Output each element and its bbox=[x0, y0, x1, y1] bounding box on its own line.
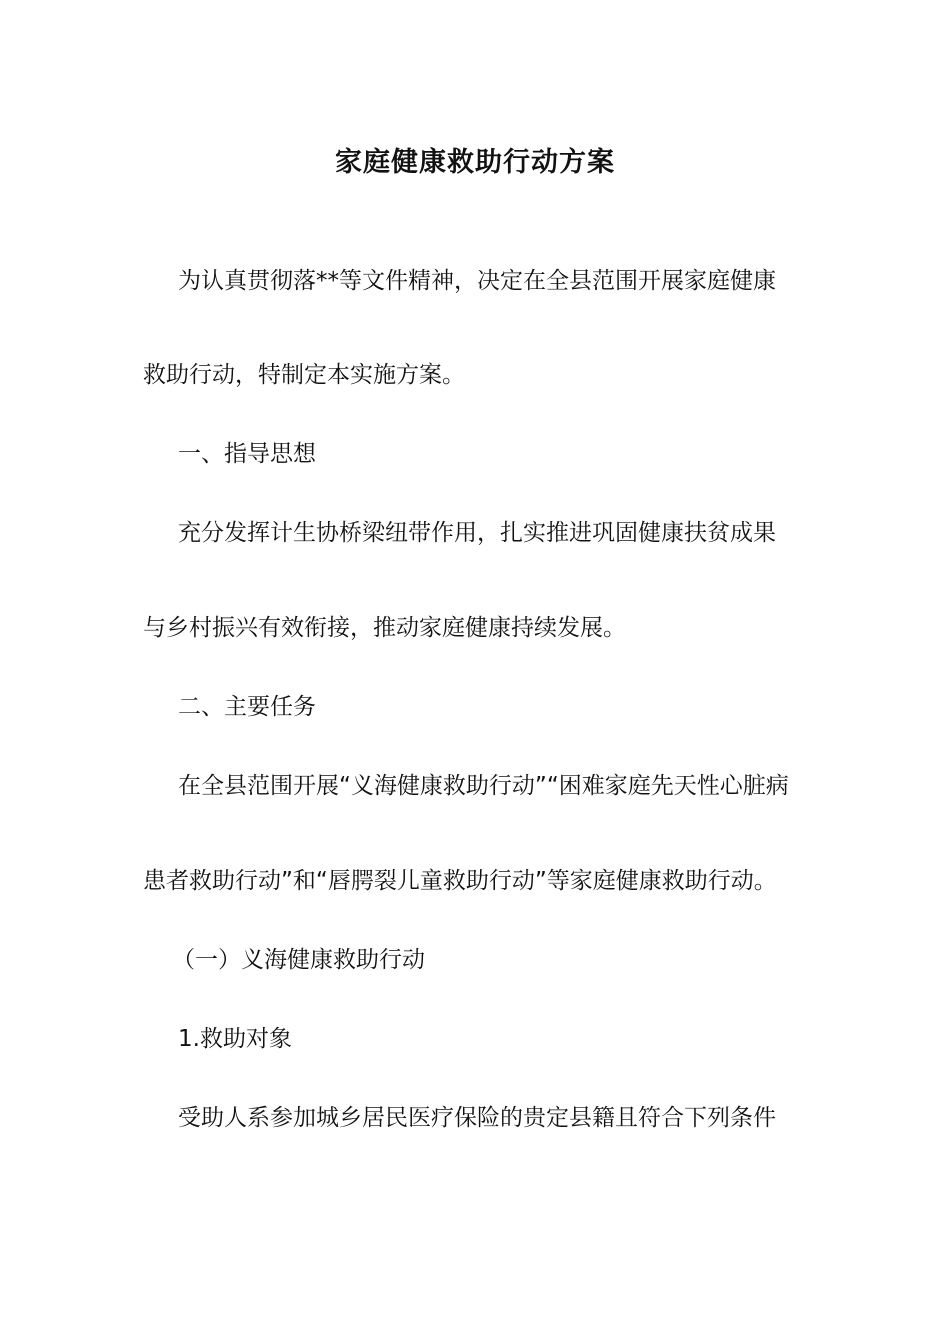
item-heading-recipients: 1.救助对象 bbox=[178, 1026, 292, 1052]
paragraph-intro-line-1: 为认真贯彻落**等文件精神，决定在全县范围开展家庭健康 bbox=[178, 268, 776, 294]
section-heading-guiding-ideology: 一、指导思想 bbox=[178, 441, 316, 467]
paragraph-tasks-line-2: 患者救助行动”和“唇腭裂儿童救助行动”等家庭健康救助行动。 bbox=[143, 868, 777, 894]
paragraph-guiding-line-2: 与乡村振兴有效衔接，推动家庭健康持续发展。 bbox=[143, 615, 626, 641]
paragraph-tasks-line-1: 在全县范围开展“义海健康救助行动”“困难家庭先天性心脏病 bbox=[178, 773, 789, 799]
section-heading-main-tasks: 二、主要任务 bbox=[178, 694, 316, 720]
paragraph-intro-line-2: 救助行动，特制定本实施方案。 bbox=[143, 362, 465, 388]
document-title: 家庭健康救助行动方案 bbox=[335, 147, 615, 178]
subsection-heading-yihai: （一）义海健康救助行动 bbox=[172, 947, 425, 973]
paragraph-recipients-line-1: 受助人系参加城乡居民医疗保险的贵定县籍且符合下列条件 bbox=[178, 1105, 776, 1131]
paragraph-guiding-line-1: 充分发挥计生协桥梁纽带作用，扎实推进巩固健康扶贫成果 bbox=[178, 520, 776, 546]
